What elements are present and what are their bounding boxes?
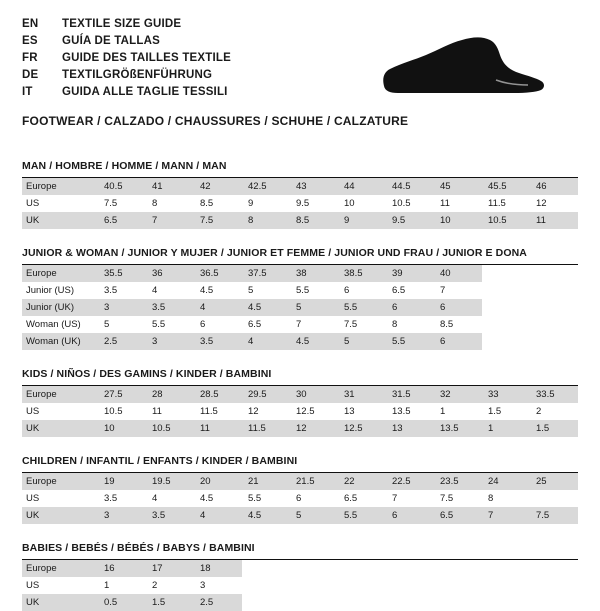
row-label: Junior (UK) <box>22 299 98 316</box>
cell: 5 <box>338 333 386 350</box>
cell-empty <box>482 316 530 333</box>
cell: 42 <box>194 178 242 195</box>
cell-empty <box>242 594 290 611</box>
cell: 8.5 <box>290 212 338 229</box>
cell: 4 <box>152 493 158 504</box>
dress-shoe-icon <box>376 34 546 101</box>
cell: 4 <box>194 507 242 524</box>
cell: 1 <box>482 420 530 437</box>
cell: 7 <box>482 507 530 524</box>
cell: 11.5 <box>242 420 290 437</box>
table-row <box>22 333 578 350</box>
language-row <box>22 67 231 84</box>
cell: 4.5 <box>290 333 338 350</box>
cell: 13.5 <box>434 420 482 437</box>
size-group-kids <box>22 368 578 437</box>
cell-empty <box>386 594 434 611</box>
cell-empty <box>482 299 530 316</box>
table-row <box>22 594 578 611</box>
cell: 8 <box>488 493 494 504</box>
cell: 5.5 <box>338 507 386 524</box>
cell: 1.5 <box>488 406 502 417</box>
row-label: Europe <box>22 473 98 490</box>
cell: 10.5 <box>392 198 411 209</box>
cell: 7.5 <box>440 493 454 504</box>
cell: 4.5 <box>200 285 214 296</box>
language-code: EN <box>22 18 39 30</box>
cell: 1.5 <box>530 420 578 437</box>
page-header <box>22 16 578 101</box>
cell-empty <box>482 560 530 577</box>
cell: 5 <box>290 299 338 316</box>
table-row <box>22 403 578 420</box>
cell: 8 <box>242 212 290 229</box>
language-row <box>22 50 231 67</box>
table-row <box>22 316 578 333</box>
cell: 6.5 <box>392 285 406 296</box>
cell: 23.5 <box>434 473 482 490</box>
cell: 16 <box>98 560 146 577</box>
cell: 7 <box>296 319 302 330</box>
row-label: UK <box>22 420 98 437</box>
row-label: Junior (US) <box>26 285 75 296</box>
size-table <box>22 265 578 350</box>
size-group-junior-woman <box>22 247 578 350</box>
cell: 5 <box>290 507 338 524</box>
cell: 7.5 <box>344 319 358 330</box>
row-label: Europe <box>22 560 98 577</box>
cell: 9.5 <box>296 198 310 209</box>
cell: 30 <box>290 386 338 403</box>
cell: 5 <box>104 319 110 330</box>
cell-empty <box>338 577 386 594</box>
cell: 6.5 <box>344 493 358 504</box>
cell-empty <box>338 560 386 577</box>
row-label: US <box>26 580 40 591</box>
row-label: UK <box>22 507 98 524</box>
cell: 8.5 <box>440 319 454 330</box>
cell: 2 <box>536 406 542 417</box>
cell: 10.5 <box>104 406 123 417</box>
row-label: US <box>26 406 40 417</box>
cell: 38.5 <box>338 265 386 282</box>
cell: 36.5 <box>194 265 242 282</box>
cell: 41 <box>146 178 194 195</box>
cell: 11.5 <box>488 198 506 209</box>
cell: 4 <box>152 285 158 296</box>
cell: 27.5 <box>98 386 146 403</box>
cell-empty <box>530 560 578 577</box>
cell: 5.5 <box>386 333 434 350</box>
cell: 3.5 <box>104 493 118 504</box>
row-label: US <box>26 493 40 504</box>
cell: 35.5 <box>98 265 146 282</box>
cell: 2.5 <box>194 594 242 611</box>
cell-empty <box>290 577 338 594</box>
cell-empty <box>530 594 578 611</box>
table-row <box>22 577 578 594</box>
cell: 8 <box>152 198 158 209</box>
cell: 1.5 <box>146 594 194 611</box>
cell: 44.5 <box>386 178 434 195</box>
cell: 29.5 <box>242 386 290 403</box>
cell: 6.5 <box>98 212 146 229</box>
cell-empty <box>482 333 530 350</box>
cell: 28.5 <box>194 386 242 403</box>
cell: 3.5 <box>146 299 194 316</box>
cell-empty <box>434 560 482 577</box>
cell: 20 <box>194 473 242 490</box>
row-label: Woman (US) <box>26 319 81 330</box>
cell-empty <box>482 265 530 282</box>
cell: 22.5 <box>386 473 434 490</box>
cell: 4.5 <box>242 507 290 524</box>
size-group-babies <box>22 542 578 611</box>
cell-empty <box>338 594 386 611</box>
cell: 8 <box>392 319 398 330</box>
cell: 3 <box>98 299 146 316</box>
table-row <box>22 420 578 437</box>
cell: 4 <box>242 333 290 350</box>
cell: 5.5 <box>248 493 262 504</box>
language-titles <box>22 16 231 101</box>
language-code: FR <box>22 52 38 64</box>
cell: 3.5 <box>104 285 118 296</box>
cell: 2.5 <box>98 333 146 350</box>
cell-empty <box>242 577 290 594</box>
cell: 13 <box>344 406 355 417</box>
cell: 44 <box>338 178 386 195</box>
cell: 10 <box>434 212 482 229</box>
cell: 11 <box>152 406 162 417</box>
cell: 31.5 <box>386 386 434 403</box>
cell: 43 <box>290 178 338 195</box>
cell: 6 <box>434 333 482 350</box>
cell-empty <box>482 577 530 594</box>
cell: 12 <box>536 198 547 209</box>
cell: 7.5 <box>194 212 242 229</box>
cell: 9.5 <box>386 212 434 229</box>
cell: 21 <box>242 473 290 490</box>
cell-empty <box>530 490 578 507</box>
cell: 6 <box>200 319 206 330</box>
table-row <box>22 195 578 212</box>
cell: 13 <box>386 420 434 437</box>
cell: 7 <box>392 493 398 504</box>
table-row <box>22 507 578 524</box>
group-title: JUNIOR & WOMAN / JUNIOR Y MUJER / JUNIOR ET FEMME / JUNIOR UND FRAU / JUNIOR E DONA <box>22 247 578 265</box>
cell-empty <box>386 577 434 594</box>
cell-empty <box>434 594 482 611</box>
cell: 10.5 <box>146 420 194 437</box>
cell: 32 <box>434 386 482 403</box>
row-label: Woman (UK) <box>22 333 98 350</box>
cell-empty <box>386 560 434 577</box>
cell: 6.5 <box>434 507 482 524</box>
cell: 9 <box>248 198 254 209</box>
cell: 7 <box>146 212 194 229</box>
row-label: Europe <box>22 178 98 195</box>
cell-empty <box>530 265 578 282</box>
row-label: Europe <box>22 265 98 282</box>
cell-empty <box>530 316 578 333</box>
cell: 6 <box>386 299 434 316</box>
table-row <box>22 386 578 403</box>
cell: 18 <box>194 560 242 577</box>
language-row <box>22 84 231 101</box>
cell: 5.5 <box>152 319 166 330</box>
cell: 3 <box>146 333 194 350</box>
group-title: CHILDREN / INFANTIL / ENFANTS / KINDER / BAMBINI <box>22 455 578 473</box>
size-group-children <box>22 455 578 524</box>
cell: 6 <box>296 493 302 504</box>
cell: 0.5 <box>98 594 146 611</box>
cell: 6.5 <box>248 319 262 330</box>
cell: 12.5 <box>338 420 386 437</box>
cell: 19 <box>98 473 146 490</box>
row-label: UK <box>22 212 98 229</box>
table-row <box>22 265 578 282</box>
cell: 12 <box>248 406 259 417</box>
cell: 22 <box>338 473 386 490</box>
cell: 17 <box>146 560 194 577</box>
cell: 12.5 <box>296 406 315 417</box>
cell-empty <box>290 594 338 611</box>
cell: 31 <box>338 386 386 403</box>
cell: 39 <box>386 265 434 282</box>
table-row <box>22 490 578 507</box>
cell: 11 <box>440 198 450 209</box>
cell-empty <box>530 577 578 594</box>
cell: 6 <box>344 285 350 296</box>
cell: 28 <box>146 386 194 403</box>
cell: 46 <box>530 178 578 195</box>
language-code: ES <box>22 35 38 47</box>
size-table <box>22 473 578 524</box>
language-code: IT <box>22 86 33 98</box>
language-title: GUIDA ALLE TAGLIE TESSILI <box>62 86 228 98</box>
cell-empty <box>434 577 482 594</box>
cell: 6 <box>434 299 482 316</box>
table-row <box>22 212 578 229</box>
row-label: UK <box>22 594 98 611</box>
cell: 25 <box>530 473 578 490</box>
language-row <box>22 33 231 50</box>
cell-empty <box>530 299 578 316</box>
cell: 37.5 <box>242 265 290 282</box>
cell: 3 <box>200 580 206 591</box>
cell: 5.5 <box>338 299 386 316</box>
cell: 3.5 <box>194 333 242 350</box>
cell: 3.5 <box>146 507 194 524</box>
table-row <box>22 299 578 316</box>
group-title: KIDS / NIÑOS / DES GAMINS / KINDER / BAMBINI <box>22 368 578 386</box>
cell: 45 <box>434 178 482 195</box>
cell-empty <box>242 560 290 577</box>
row-label: US <box>26 198 40 209</box>
size-table <box>22 178 578 229</box>
cell: 42.5 <box>242 178 290 195</box>
table-row <box>22 282 578 299</box>
cell: 13.5 <box>392 406 411 417</box>
cell: 24 <box>482 473 530 490</box>
language-row <box>22 16 231 33</box>
cell-empty <box>530 333 578 350</box>
cell: 11.5 <box>200 406 218 417</box>
cell-empty <box>482 282 530 299</box>
cell: 12 <box>290 420 338 437</box>
cell: 3 <box>98 507 146 524</box>
cell: 45.5 <box>482 178 530 195</box>
cell-empty <box>290 560 338 577</box>
group-title: BABIES / BEBÉS / BÉBÉS / BABYS / BAMBINI <box>22 542 578 560</box>
cell: 1 <box>104 580 110 591</box>
cell: 7.5 <box>530 507 578 524</box>
language-title: GUIDE DES TAILLES TEXTILE <box>62 52 231 64</box>
cell: 11 <box>530 212 578 229</box>
table-row <box>22 178 578 195</box>
group-title: MAN / HOMBRE / HOMME / MANN / MAN <box>22 160 578 178</box>
cell: 4.5 <box>200 493 214 504</box>
cell: 9 <box>338 212 386 229</box>
cell: 38 <box>290 265 338 282</box>
table-row <box>22 560 578 577</box>
cell: 40.5 <box>98 178 146 195</box>
cell: 6 <box>386 507 434 524</box>
language-title: GUÍA DE TALLAS <box>62 35 160 47</box>
cell: 7 <box>440 285 446 296</box>
cell: 1 <box>440 406 446 417</box>
cell: 36 <box>146 265 194 282</box>
cell: 5.5 <box>296 285 310 296</box>
cell: 4 <box>194 299 242 316</box>
row-label: Europe <box>22 386 98 403</box>
cell: 8.5 <box>200 198 214 209</box>
cell: 5 <box>248 285 254 296</box>
size-table <box>22 386 578 437</box>
language-code: DE <box>22 69 39 81</box>
language-title: TEXTILGRÖßENFÜHRUNG <box>62 69 213 81</box>
cell-empty <box>530 282 578 299</box>
page-title: FOOTWEAR / CALZADO / CHAUSSURES / SCHUHE / CALZATURE <box>22 114 409 128</box>
cell: 4.5 <box>242 299 290 316</box>
cell: 11 <box>194 420 242 437</box>
table-row <box>22 473 578 490</box>
cell: 33.5 <box>530 386 578 403</box>
size-group-man <box>22 160 578 229</box>
cell-empty <box>482 594 530 611</box>
cell: 2 <box>152 580 158 591</box>
cell: 40 <box>434 265 482 282</box>
cell: 33 <box>482 386 530 403</box>
size-table <box>22 560 578 611</box>
cell: 10.5 <box>482 212 530 229</box>
cell: 10 <box>98 420 146 437</box>
language-title: TEXTILE SIZE GUIDE <box>62 18 182 30</box>
cell: 19.5 <box>146 473 194 490</box>
cell: 10 <box>344 198 355 209</box>
cell: 7.5 <box>104 198 118 209</box>
cell: 21.5 <box>290 473 338 490</box>
